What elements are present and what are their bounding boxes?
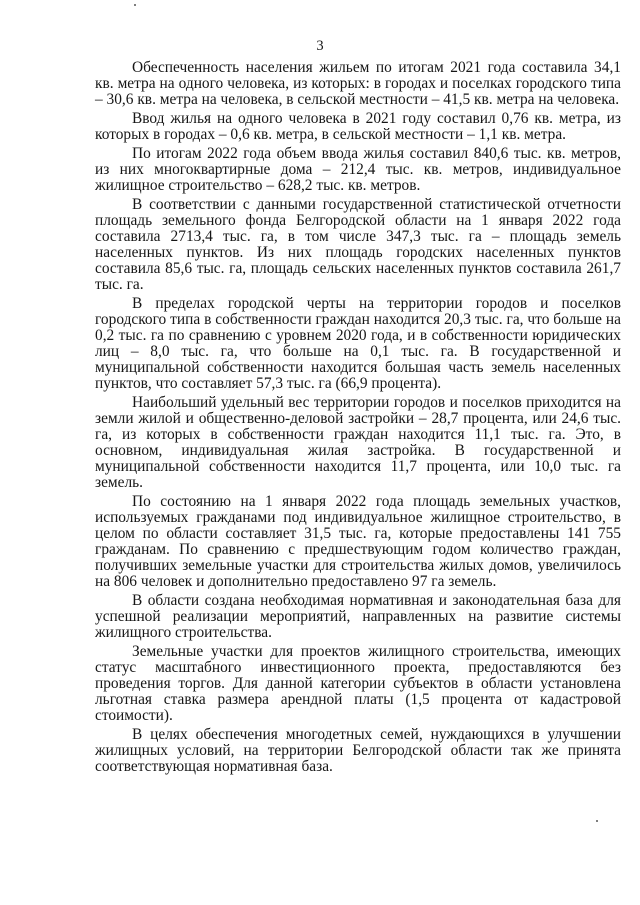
scan-speck — [596, 820, 598, 822]
paragraph-large-families: В целях обеспечения многодетных семей, нуждающихся в улучшении жилищных условий, на территории Белгородской области так же принята соответствующая нормативная база. — [95, 726, 621, 775]
document-body — [95, 60, 621, 778]
scan-speck — [134, 4, 136, 6]
paragraph-housing-provision: Обеспеченность населения жильем по итогам 2021 года составила 34,1 кв. метра на одного человека, из которых: в городах и поселках городского типа – 30,6 кв. метра на человека, в сельской местности – 41,5 кв. метра на человека. — [95, 59, 621, 108]
paragraph-residential-development-share: Наибольший удельный вес территории городов и поселков приходится на земли жилой и общественно-деловой застройки – 28,7 процента, или 24,6 тыс. га, из которых в собственности граждан находится 11,1 тыс. га. Это, в основном, индивидуальная жилая застройка. В государственной и муниципальной собственности находится 11,7 процента, или 10,0 тыс. га земель. — [95, 394, 621, 491]
paragraph-housing-commissioning-2022: По итогам 2022 года объем ввода жилья составил 840,6 тыс. кв. метров, из них многоквартирные дома – 212,4 тыс. кв. метров, индивидуальное жилищное строительство – 628,2 тыс. кв. метров. — [95, 145, 621, 194]
page-number: 3 — [316, 38, 324, 54]
paragraph-land-fund: В соответствии с данными государственной статистической отчетности площадь земельного фонда Белгородской области на 1 января 2022 года составила 2713,4 тыс. га, в том числе 347,3 тыс. га – площадь земель населенных пунктов. Из них площадь городских населенных пунктов составила 85,6 тыс. га, площадь сельских населенных пунктов составила 261,7 тыс. га. — [95, 196, 621, 293]
paragraph-investment-projects: Земельные участки для проектов жилищного строительства, имеющих статус масштабного инвестиционного проекта, предоставляются без проведения торгов. Для данной категории субъектов в области установлена льготная ставка размера арендной платы (1,5 процента от кадастровой стоимости). — [95, 643, 621, 724]
paragraph-regulatory-base: В области создана необходимая нормативная и законодательная база для успешной реализации мероприятий, направленных на развитие системы жилищного строительства. — [95, 592, 621, 641]
paragraph-individual-construction-land: По состоянию на 1 января 2022 года площадь земельных участков, используемых гражданами под индивидуальное жилищное строительство, в целом по области составляет 31,5 тыс. га, которые предоставлены 141 755 гражданам. По сравнению с предшествующим годом количество граждан, получивших земельные участки для строительства жилых домов, увеличилось на 806 человек и дополнительно предоставлено 97 га земель. — [95, 493, 621, 590]
paragraph-housing-per-capita: Ввод жилья на одного человека в 2021 году составил 0,76 кв. метра, из которых в городах – 0,6 кв. метра, в сельской местности – 1,1 кв. метра. — [95, 110, 621, 143]
paragraph-city-limits-ownership: В пределах городской черты на территории городов и поселков городского типа в собственности граждан находится 20,3 тыс. га, что больше на 0,2 тыс. га по сравнению с уровнем 2020 года, и в собственности юридических лиц – 8,0 тыс. га, что больше на 0,1 тыс. га. В государственной и муниципальной собственности находится большая часть земель населенных пунктов, что составляет 57,3 тыс. га (66,9 процента). — [95, 295, 621, 392]
